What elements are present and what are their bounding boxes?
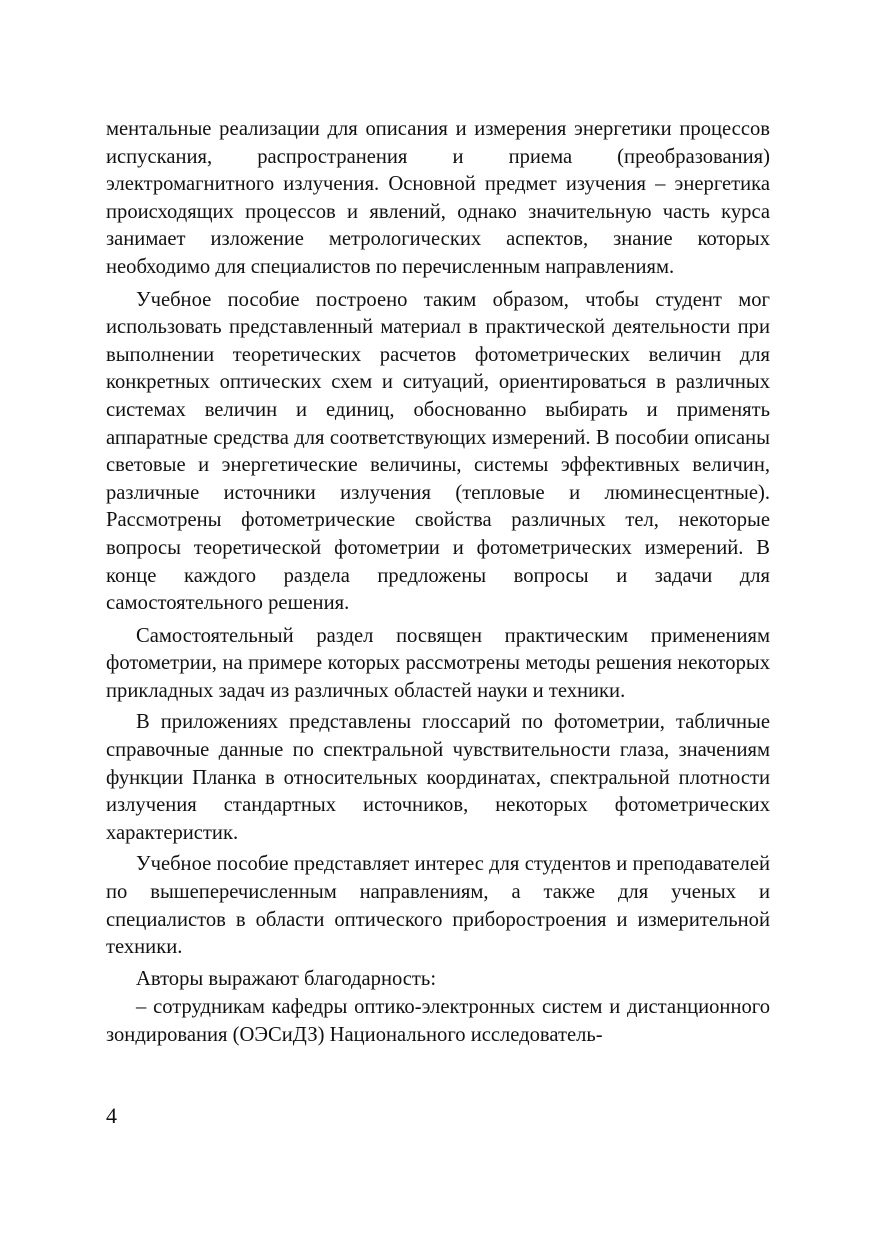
body-text [106, 116, 770, 1050]
paragraph-intro-continuation: ментальные реализации для описания и измерения энергетики процессов испускания, распространения и приема (преобразования) электромагнитного излучения. Основной предмет изучения – энергетика происходящих процессов и явлений, однако значительную часть курса занимает изложение метрологических аспектов, знание которых необходимо для специалистов по перечисленным направлениям. [106, 118, 770, 278]
paragraph-structure: Учебное пособие построено таким образом, чтобы студент мог использовать представленный материал в практической деятельности при выполнении теоретических расчетов фотометрических величин для конкретных оптических схем и ситуаций, ориентироваться в различных системах величин и единиц, обоснованно выбирать и применять аппаратные средства для соответствующих измерений. В пособии описаны световые и энергетические величины, системы эффективных величин, различные источники излучения (тепловые и люминесцентные). Рассмотрены фотометрические свойства различных тел, некоторые вопросы теоретической фотометрии и фотометрических измерений. В конце каждого раздела предложены вопросы и задачи для самостоятельного решения. [106, 288, 770, 615]
paragraph-acknowledgement-item: – сотрудникам кафедры оптико-электронных систем и дистанционного зондирования (ОЭСиДЗ) Национального исследователь- [106, 996, 770, 1046]
paragraph-appendices: В приложениях представлены глоссарий по фотометрии, табличные справочные данные по спектральной чувствительности глаза, значениям функции Планка в относительных координатах, спектральной плотности излучения стандартных источников, некоторых фотометрических характеристик. [106, 711, 770, 844]
paragraph-acknowledgements: Авторы выражают благодарность: [136, 967, 437, 990]
paragraph-audience: Учебное пособие представляет интерес для студентов и преподавателей по вышеперечисленным направлениям, а также для ученых и специалистов в области оптического приборостроения и измерительной техники. [106, 853, 770, 959]
paragraph-applications: Самостоятельный раздел посвящен практическим применениям фотометрии, на примере которых рассмотрены методы решения некоторых прикладных задач из различных областей науки и техники. [106, 624, 770, 702]
page-number: 4 [106, 1103, 117, 1128]
